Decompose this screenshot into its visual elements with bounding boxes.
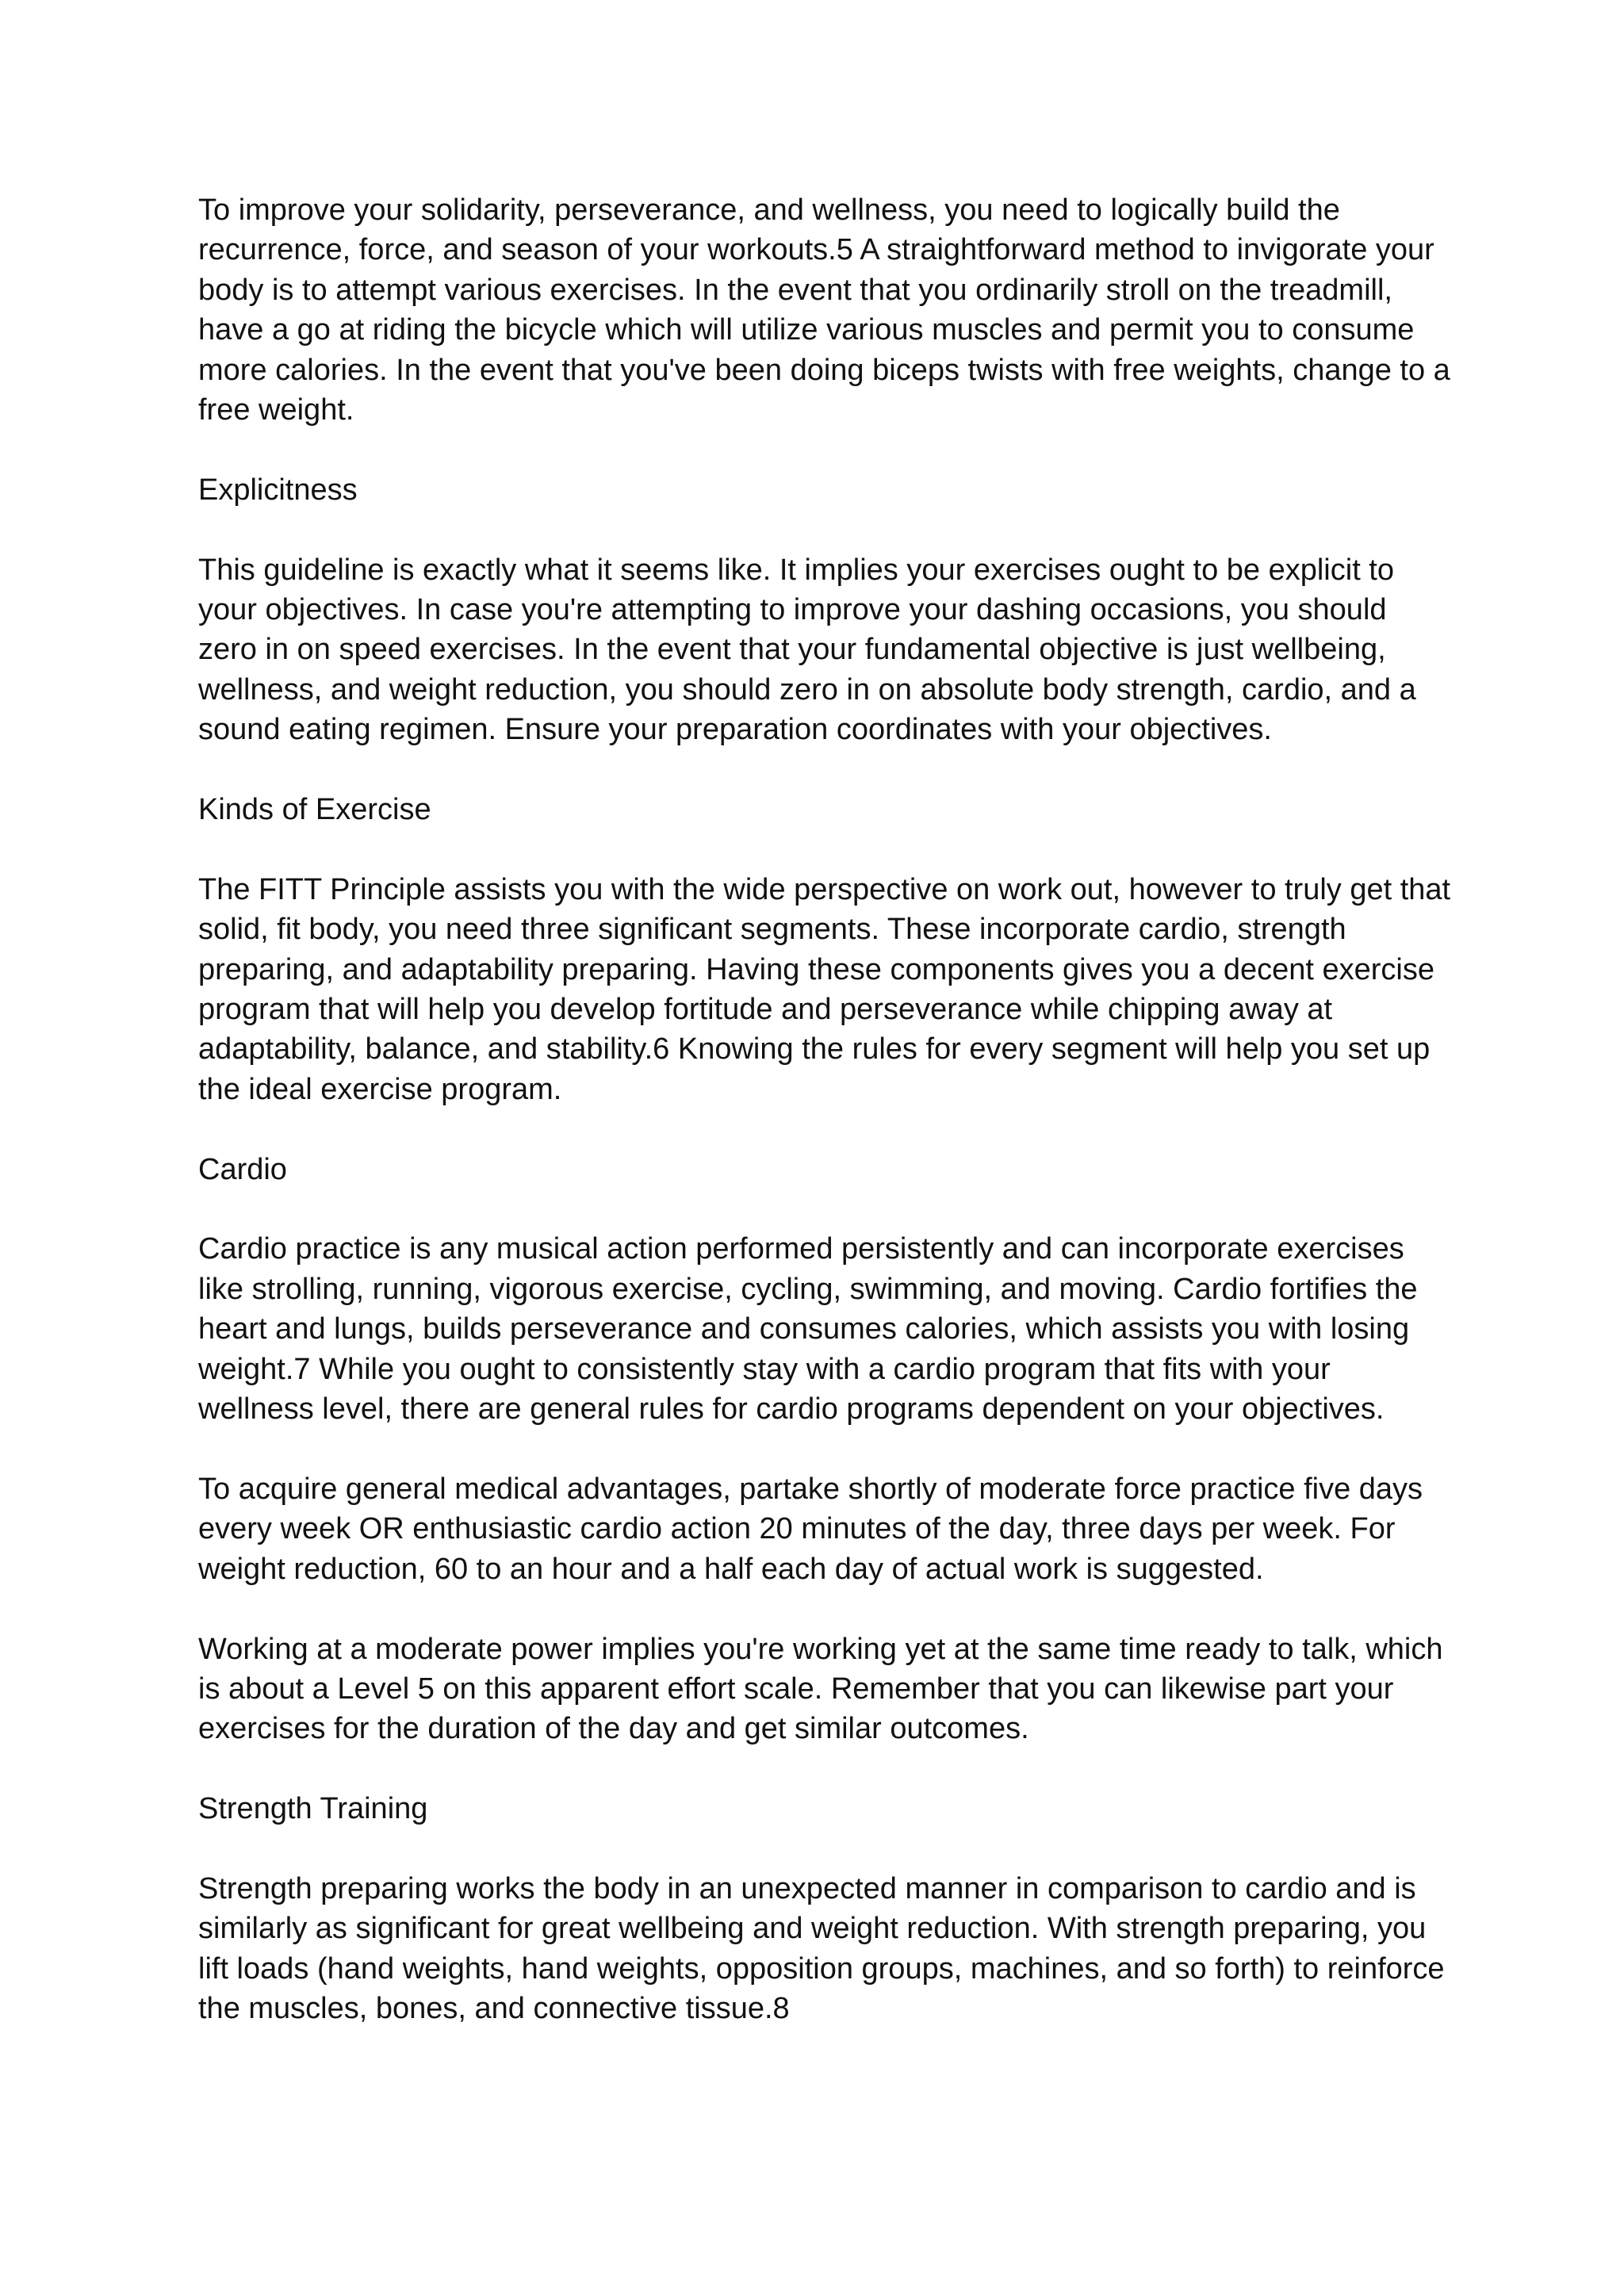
body-paragraph: This guideline is exactly what it seems like. It implies your exercises ought to be explicit to your objectives. In case you're attempting to improve your dashing occasions, you should zero in on speed exercises. In the event that your fundamental objective is just wellbeing, wellness, and weight reduction, you should zero in on absolute body strength, cardio, and a sound eating regimen. Ensure your preparation coordinates with your objectives. bbox=[198, 553, 1416, 747]
body-paragraph: To improve your solidarity, perseverance, and wellness, you need to logically build the recurrence, force, and season of your workouts.5 A straightforward method to invigorate your body is to attempt various exercises. In the event that you ordinarily stroll on the treadmill, have a go at riding the bicycle which will utilize various muscles and permit you to consume more calories. In the event that you've been doing biceps twists with free weights, change to a free weight. bbox=[198, 193, 1450, 427]
body-paragraph: The FITT Principle assists you with the wide perspective on work out, however to truly get that solid, fit body, you need three significant segments. These incorporate cardio, strength preparing, and adaptability preparing. Having these components gives you a decent exercise program that will help you develop fortitude and perseverance while chipping away at adaptability, balance, and stability.6 Knowing the rules for every segment will help you set up the ideal exercise program. bbox=[198, 872, 1451, 1106]
section-heading-explicitness: Explicitness bbox=[198, 473, 358, 507]
document-body bbox=[198, 190, 1451, 2029]
body-paragraph: Cardio practice is any musical action performed persistently and can incorporate exercises like strolling, running, vigorous exercise, cycling, swimming, and moving. Cardio fortifies the heart and lungs, builds perseverance and consumes calories, which assists you with losing weight.7 While you ought to consistently stay with a cardio program that fits with your wellness level, there are general rules for cardio programs dependent on your objectives. bbox=[198, 1232, 1418, 1427]
section-heading-kinds-of-exercise: Kinds of Exercise bbox=[198, 793, 431, 827]
section-heading-cardio: Cardio bbox=[198, 1152, 287, 1186]
body-paragraph: Working at a moderate power implies you're working yet at the same time ready to talk, which is about a Level 5 on this apparent effort scale. Remember that you can likewise part your exercises for the duration of the day and get similar outcomes. bbox=[198, 1632, 1443, 1746]
body-paragraph: Strength preparing works the body in an unexpected manner in comparison to cardio and is similarly as significant for great wellbeing and weight reduction. With strength preparing, you lift loads (hand weights, hand weights, opposition groups, machines, and so forth) to reinforce the muscles, bones, and connective tissue.8 bbox=[198, 1871, 1445, 2026]
body-paragraph: To acquire general medical advantages, partake shortly of moderate force practice five days every week OR enthusiastic cardio action 20 minutes of the day, three days per week. For weight reduction, 60 to an hour and a half each day of actual work is suggested. bbox=[198, 1472, 1423, 1586]
section-heading-strength-training: Strength Training bbox=[198, 1792, 428, 1826]
